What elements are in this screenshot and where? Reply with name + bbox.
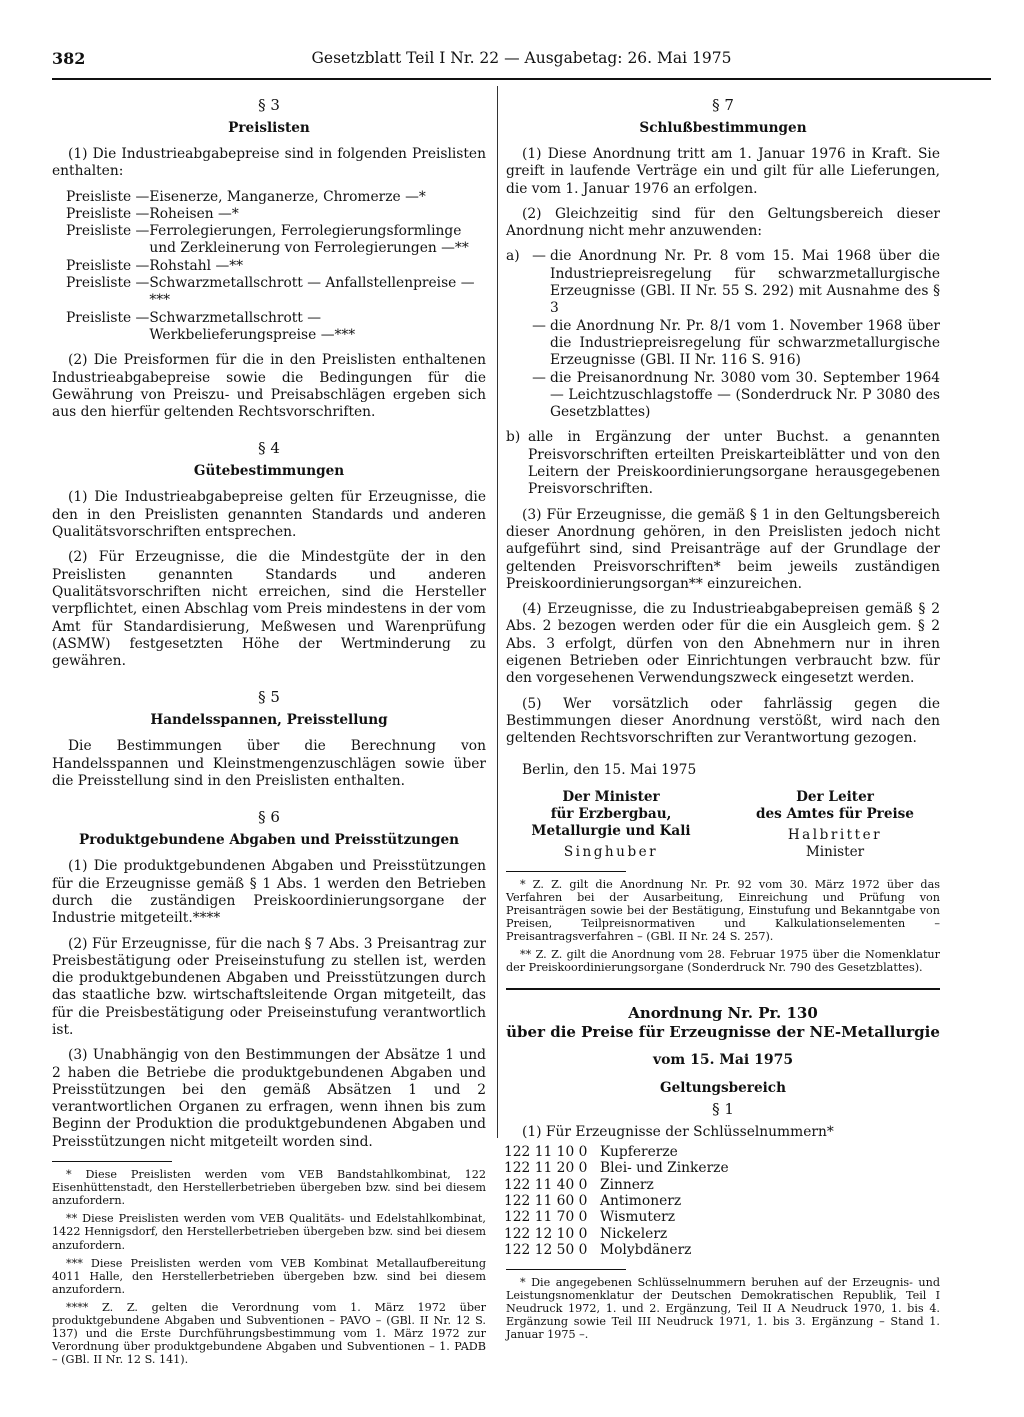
list-item: b) alle in Ergänzung der unter Buchst. a genannten Preisvorschriften erteilten Preiskarteiblätter und von den Leitern der Preiskoordinierungsorgane herausgegebenen Preisvorschriften. (506, 429, 940, 498)
table-row: 122 11 20 0 Blei- und Zinkerze (504, 1160, 729, 1177)
price-list-item: Preisliste — Roheisen —* (66, 205, 239, 222)
list-item: — die Preisanordnung Nr. 3080 vom 30. September 1964 — Leichtzuschlagstoffe — (Sonderdruck Nr. P 3080 des Gesetzblattes) (532, 369, 940, 421)
header-rule (52, 78, 991, 80)
section-number: § 1 (712, 1100, 734, 1119)
paragraph: (1) Für Erzeugnisse der Schlüsselnummern* (522, 1124, 834, 1141)
footnote: * Z. Z. gilt die Anordnung Nr. Pr. 92 vom 30. März 1972 über das Verfahren bei der Ausarbeitung, Einreichung und Prüfung von Preisanträgen sowie bei der Bestätigung, Einstufung und Bekanntgabe von Preisen, Teilpreisnormativen und Kalkulationselementen – Preisantragsverfahren – (GBl. II Nr. 24 S. 257). (506, 877, 940, 944)
table-row: 122 11 70 0 Wismuterz (504, 1209, 675, 1226)
table-row: 122 11 10 0 Kupfererze (504, 1143, 678, 1160)
paragraph: (5) Wer vorsätzlich oder fahrlässig gegen die Bestimmungen dieser Anordnung verstößt, wird nach den geltenden Rechtsvorschriften zur Verantwortung gezogen. (506, 695, 940, 747)
paragraph: (2) Die Preisformen für die in den Preislisten enthaltenen Industrieabgabepreise sowie die Bedingungen für die Gewährung von Preiszu- und Preisabschlägen ergeben sich aus den hierfür geltenden Rechtsvorschriften. (52, 352, 486, 421)
right-column (506, 90, 940, 1346)
ordinance-date: vom 15. Mai 1975 (652, 1052, 794, 1069)
footnote-rule (52, 1161, 172, 1162)
section-title: Preislisten (228, 120, 310, 136)
paragraph: (1) Die produktgebundenen Abgaben und Preisstützungen für die Erzeugnisse gemäß § 1 Abs. 1 werden den Betrieben durch die zuständigen Preiskoordinierungsorgane der Industrie mitgeteilt.**** (52, 858, 486, 927)
footnote: ** Z. Z. gilt die Anordnung vom 28. Februar 1975 über die Nomenklatur der Preiskoordinierungsorgane (Sonderdruck Nr. 790 des Gesetzblattes). (506, 948, 940, 975)
signatory-name: Halbritter (787, 826, 883, 843)
section-number: § 6 (258, 808, 280, 827)
section-number: § 3 (258, 96, 280, 114)
paragraph: Die Bestimmungen über die Berechnung von Handelsspannen und Kleinstmengenzuschlägen sowie über die Preisstellung sind in den Preislisten enthalten. (52, 738, 486, 790)
paragraph: (1) Die Industrieabgabepreise sind in folgenden Preislisten enthalten: (52, 146, 486, 180)
column-divider (497, 86, 498, 1138)
paragraph: (1) Diese Anordnung tritt am 1. Januar 1976 in Kraft. Sie greift in laufende Verträge ein und gilt für alle Lieferungen, die vom 1. Januar 1976 an erfolgen. (506, 146, 940, 197)
footnote-rule (506, 871, 626, 872)
price-list-item: Preisliste — Eisenerze, Manganerze, Chromerze —* (66, 188, 426, 205)
price-list-list (66, 189, 486, 345)
footnote: * Diese Preislisten werden vom VEB Bandstahlkombinat, 122 Eisenhüttenstadt, den Herstellerbetrieben übergeben bzw. sind bei diesem anzufordern. (52, 1168, 486, 1208)
footnote-rule (506, 1269, 626, 1270)
list-item: — die Anordnung Nr. Pr. 8/1 vom 1. November 1968 über die Industriepreisregelung für schwarzmetallurgische Erzeugnisse (GBl. II Nr. 116 S. 916) (532, 317, 940, 369)
paragraph: (3) Unabhängig von den Bestimmungen der Absätze 1 und 2 haben die Betriebe die produktgebundenen Abgaben und Preisstützungen bei den gemäß Absätzen 1 und 2 verantwortlichen Organen zu erfragen, wenn ihnen bis zum Beginn der Produktion die produktgebundenen Abgaben und Preisstützungen nicht mitgeteilt worden sind. (52, 1047, 486, 1150)
footnote: **** Z. Z. gelten die Verordnung vom 1. März 1972 über produktgebundene Abgaben und Subventionen – PAVO – (GBl. II Nr. 12 S. 137) und die Erste Durchführungsbestimmung vom 1. März 1972 zur Verordnung über produktgebundene Abgaben und Subventionen – 1. PADB – (GBl. II Nr. 12 S. 141). (52, 1300, 486, 1367)
table-row: 122 11 40 0 Zinnerz (504, 1176, 654, 1193)
left-column (52, 90, 486, 1371)
section-number: § 4 (258, 439, 280, 458)
running-title: Gesetzblatt Teil I Nr. 22 — Ausgabetag: 26. Mai 1975 (311, 49, 732, 67)
section-title: Produktgebundene Abgaben und Preisstützungen (79, 832, 459, 849)
section-number: § 7 (712, 96, 734, 114)
table-row: 122 12 50 0 Molybdänerz (504, 1242, 692, 1259)
signature-minister: Der Minister für Erzbergbau, Metallurgie und Kali Singhuber (506, 789, 716, 861)
table-row: 122 12 10 0 Nickelerz (504, 1225, 668, 1242)
key-number-table (504, 1144, 729, 1259)
ordinance-title: Anordnung Nr. Pr. 130 (628, 1004, 818, 1023)
paragraph: (2) Für Erzeugnisse, für die nach § 7 Abs. 3 Preisantrag zur Preisbestätigung oder Preiseinstufung zu stellen ist, werden die produktgebundenen Abgaben und Preisstützungen durch das staatliche bzw. wirtschaftsleitende Organ mitgeteilt, das für die Preisbestätigung oder Preiseinstufung verantwortlich ist. (52, 935, 486, 1038)
signatory-name: Singhuber (563, 843, 659, 860)
paragraph: (4) Erzeugnisse, die zu Industrieabgabepreisen gemäß § 2 Abs. 2 bezogen werden oder für die ein Ausgleich gem. § 2 Abs. 3 erfolgt, dürfen von den Abnehmern nur in ihren eigenen Betrieben oder Einrichtungen verbraucht bzw. für den vorgesehenen Verwendungszweck eingesetzt werden. (506, 601, 940, 687)
list-item: a) — die Anordnung Nr. Pr. 8 vom 15. Mai 1968 über die Industriepreisregelung für schwarzmetallurgische Erzeugnisse (GBl. II Nr. 55 S. 292) mit Ausnahme des § 3 (506, 248, 940, 317)
price-list-item: Preisliste — Ferrolegierungen, Ferrolegierungsformlinge und Zerkleinerung von Ferrolegierungen —** (66, 223, 469, 257)
place-date: Berlin, den 15. Mai 1975 (522, 761, 697, 778)
repealed-list (506, 248, 940, 498)
price-list-item: Preisliste — Rohstahl —** (66, 257, 244, 274)
signatory-role: Minister (805, 843, 865, 860)
paragraph: (2) Für Erzeugnisse, die die Mindestgüte der in den Preislisten genannten Standards und anderen Qualitätsvorschriften nicht erreichen, sind die Hersteller verpflichtet, einen Abschlag vom Preis mindestens in der vom Amt für Standardisierung, Meßwesen und Warenprüfung (ASMW) festgesetzten Höhe der Wertminderung zu gewähren. (52, 549, 486, 670)
separator-rule (506, 988, 940, 990)
table-row: 122 11 60 0 Antimonerz (504, 1192, 682, 1209)
footnote: * Die angegebenen Schlüsselnummern beruhen auf der Erzeugnis- und Leistungsnomenklatur der Deutschen Demokratischen Republik, Teil I Neudruck 1972, 1. und 2. Ergänzung, Teil II A Neudruck 1970, 1. bis 4. Ergänzung sowie Teil III Neudruck 1971, 1. bis 3. Ergänzung – Stand 1. Januar 1975 –. (506, 1275, 940, 1341)
section-title: Schlußbestimmungen (639, 120, 807, 136)
section-title: Geltungsbereich (660, 1080, 786, 1097)
price-list-item: Preisliste — Schwarzmetallschrott — Anfallstellenpreise —*** (66, 275, 475, 309)
section-number: § 5 (258, 688, 280, 707)
price-list-item: Preisliste — Schwarzmetallschrott — Werkbelieferungspreise —*** (66, 309, 356, 343)
paragraph: (3) Für Erzeugnisse, die gemäß § 1 in den Geltungsbereich dieser Anordnung gehören, in den Preislisten jedoch nicht aufgeführt sind, sind Preisanträge auf der Grundlage der geltenden Preisvorschriften* beim jeweils zuständigen Preiskoordinierungsorgan** einzureichen. (506, 506, 940, 592)
paragraph: (2) Gleichzeitig sind für den Geltungsbereich dieser Anordnung nicht mehr anzuwenden: (506, 205, 940, 240)
page-header (52, 49, 991, 75)
footnote: ** Diese Preislisten werden vom VEB Qualitäts- und Edelstahlkombinat, 1422 Hennigsdorf, den Herstellerbetrieben übergeben bzw. sind bei diesem anzufordern. (52, 1212, 486, 1252)
section-title: Gütebestimmungen (193, 463, 345, 480)
signature-block (506, 789, 940, 861)
paragraph: (1) Die Industrieabgabepreise gelten für Erzeugnisse, die den in den Preislisten genannten Standards und anderen Qualitätsvorschriften entsprechen. (52, 489, 486, 541)
ordinance-subtitle: über die Preise für Erzeugnisse der NE-Metallurgie (506, 1023, 940, 1042)
section-title: Handelsspannen, Preisstellung (150, 712, 388, 729)
page-number: 382 (52, 49, 86, 68)
footnote: *** Diese Preislisten werden vom VEB Kombinat Metallaufbereitung 4011 Halle, den Herstellerbetrieben übergeben bzw. sind bei diesem anzufordern. (52, 1256, 486, 1296)
signature-price-office: Der Leiter des Amtes für Preise Halbritter Minister (730, 789, 940, 861)
